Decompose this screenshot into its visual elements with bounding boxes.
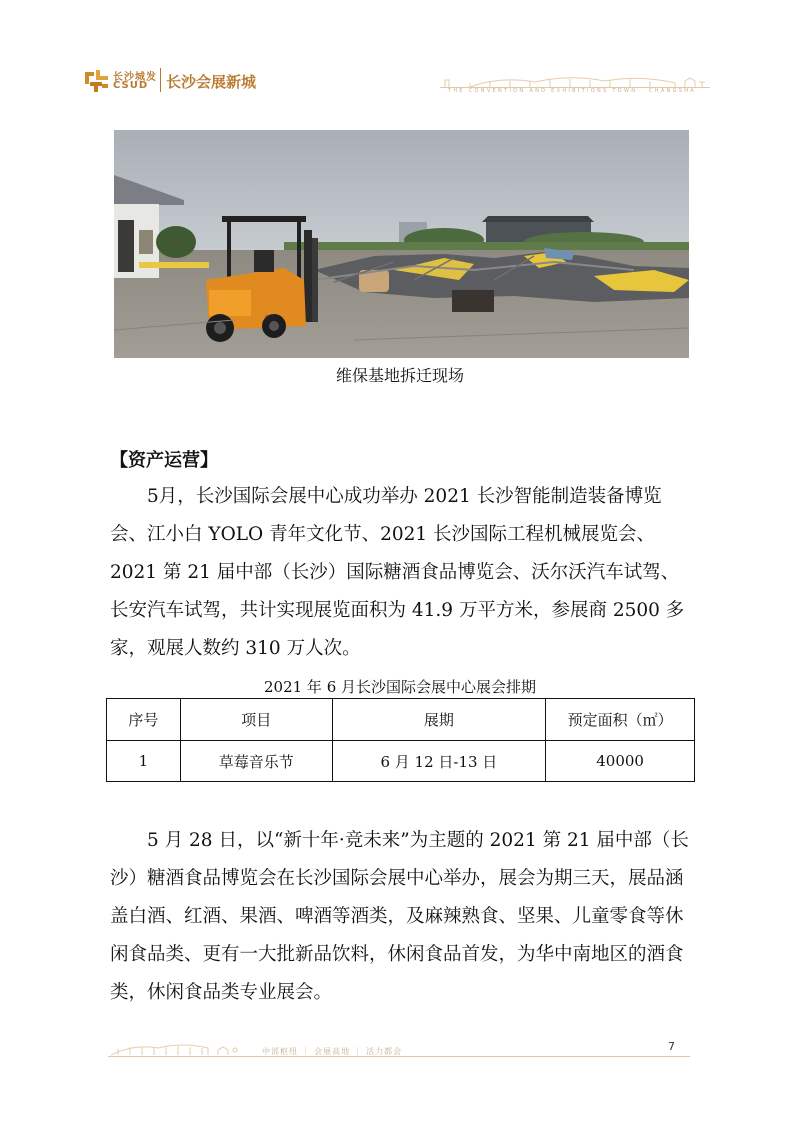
table-title: 2021 年 6 月长沙国际会展中心展会排期 — [263, 678, 537, 696]
paragraph-expo-description — [110, 822, 694, 1012]
table-cell: 6 月 12 日-13 日 — [332, 741, 546, 782]
table-header-cell: 预定面积（㎡） — [546, 699, 695, 741]
footer-building-illustration — [108, 1038, 238, 1058]
demolition-site-photo — [114, 130, 689, 358]
page-number: 7 — [668, 1040, 675, 1053]
photo-caption: 维保基地拆迁现场 — [335, 366, 464, 385]
csud-logo-icon — [84, 69, 110, 93]
table-cell: 40000 — [546, 741, 695, 782]
paragraph-text: 5月，长沙国际会展中心成功举办 2021 长沙智能制造装备博览会、江小白 YOLO 青年文化节、2021 长沙国际工程机械展览会、2021 第 21 届中部（长沙）国际糖酒食品博览会、沃尔沃汽车试驾、长安汽车试驾，共计实现展览面积为 41.9 万平方米，参展商 2500 多家，观展人数约 310 万人次。 — [110, 486, 685, 659]
logo-chinese-text: 长沙城发 — [113, 72, 157, 83]
exhibition-schedule-table — [106, 698, 695, 782]
logo-english-text: CSUD — [113, 80, 149, 91]
table-header-cell: 项目 — [180, 699, 332, 741]
paragraph-asset-operation — [110, 478, 694, 668]
header-english-subtitle: THE CONVENTION AND EXHIBITIONS TOWN · CHANGSHA — [448, 88, 697, 94]
footer-slogan: 中部枢纽 ｜ 会展高地 ｜ 活力都会 — [262, 1047, 403, 1056]
section-heading: 【资产运营】 — [110, 450, 218, 471]
table-header-row — [107, 699, 695, 741]
header-title: 长沙会展新城 — [166, 73, 257, 91]
paragraph-text: 5 月 28 日，以“新十年·竞未来”为主题的 2021 第 21 届中部（长沙）糖酒食品博览会在长沙国际会展中心举办，展会为期三天，展品涵盖白酒、红酒、果酒、啤酒等酒类，及麻辣熟食、坚果、儿童零食等休闲食品类、更有一大批新品饮料，休闲食品首发，为华中南地区的酒食类，休闲食品类专业展会。 — [110, 830, 689, 1003]
table-cell: 1 — [107, 741, 181, 782]
logo-divider — [160, 68, 161, 92]
table-header-cell: 展期 — [332, 699, 546, 741]
table-cell: 草莓音乐节 — [180, 741, 332, 782]
table-row — [107, 741, 695, 782]
table-header-cell: 序号 — [107, 699, 181, 741]
forklift-brand-text: 合力 — [264, 315, 277, 322]
